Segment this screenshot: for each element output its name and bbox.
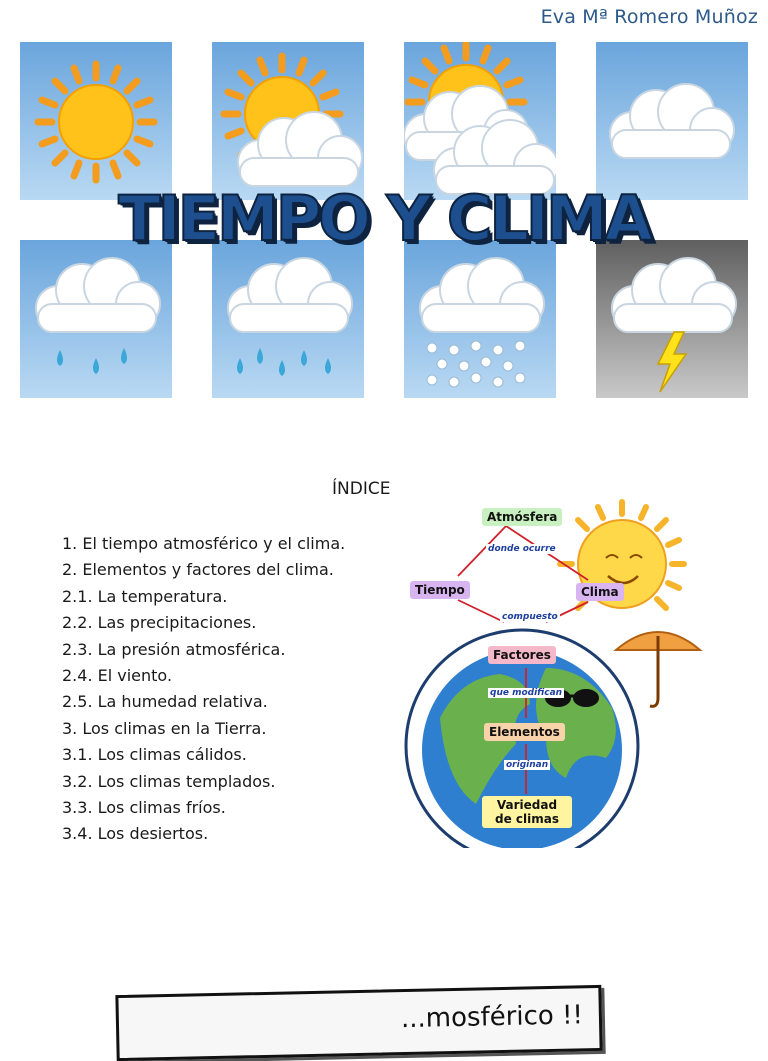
hail-icon	[404, 240, 556, 398]
page-title: TIEMPO Y CLIMA	[118, 182, 650, 255]
index-heading: ÍNDICE	[332, 479, 391, 499]
node-factores: Factores	[488, 646, 556, 664]
node-clima: Clima	[576, 583, 624, 601]
list-item: 1. El tiempo atmosférico y el clima.	[62, 534, 346, 553]
link-originan: originan	[506, 760, 549, 770]
list-item: 3.4. Los desiertos.	[62, 824, 209, 844]
link-que-modifican: que modifican	[490, 688, 563, 698]
climate-concept-diagram	[396, 498, 706, 848]
link-donde-ocurre: donde ocurre	[488, 544, 556, 554]
banner-text: ...mosférico !!	[400, 1000, 584, 1035]
index-list	[62, 531, 345, 848]
next-section-banner	[115, 985, 602, 1061]
sun-cloud-icon	[212, 42, 364, 200]
list-item: 2.4. El viento.	[62, 665, 173, 685]
sun-big-cloud-icon	[404, 42, 556, 200]
list-item: 2.2. Las precipitaciones.	[62, 613, 257, 633]
list-item: 3. Los climas en la Tierra.	[62, 718, 267, 738]
storm-icon	[596, 240, 748, 398]
list-item: 3.2. Los climas templados.	[62, 771, 276, 791]
rain-icon	[20, 240, 172, 398]
list-item: 2. Elementos y factores del clima.	[62, 560, 334, 580]
node-elementos: Elementos	[484, 723, 565, 741]
list-item: 3.1. Los climas cálidos.	[62, 745, 247, 765]
list-item: 3.3. Los climas fríos.	[62, 797, 226, 817]
list-item: 2.1. La temperatura.	[62, 586, 228, 606]
node-atmosfera: Atmósfera	[482, 508, 562, 526]
author-name: Eva Mª Romero Muñoz	[540, 6, 758, 28]
list-item: 2.3. La presión atmosférica.	[62, 639, 286, 659]
cloud-icon	[596, 42, 748, 200]
sun-icon	[20, 42, 172, 200]
heavy-rain-icon	[212, 240, 364, 398]
umbrella-icon	[616, 632, 700, 706]
node-tiempo: Tiempo	[410, 581, 470, 599]
node-variedad-climas: Variedad de climas	[482, 796, 572, 828]
list-item: 2.5. La humedad relativa.	[62, 692, 268, 712]
link-compuesto: compuesto	[502, 612, 558, 622]
